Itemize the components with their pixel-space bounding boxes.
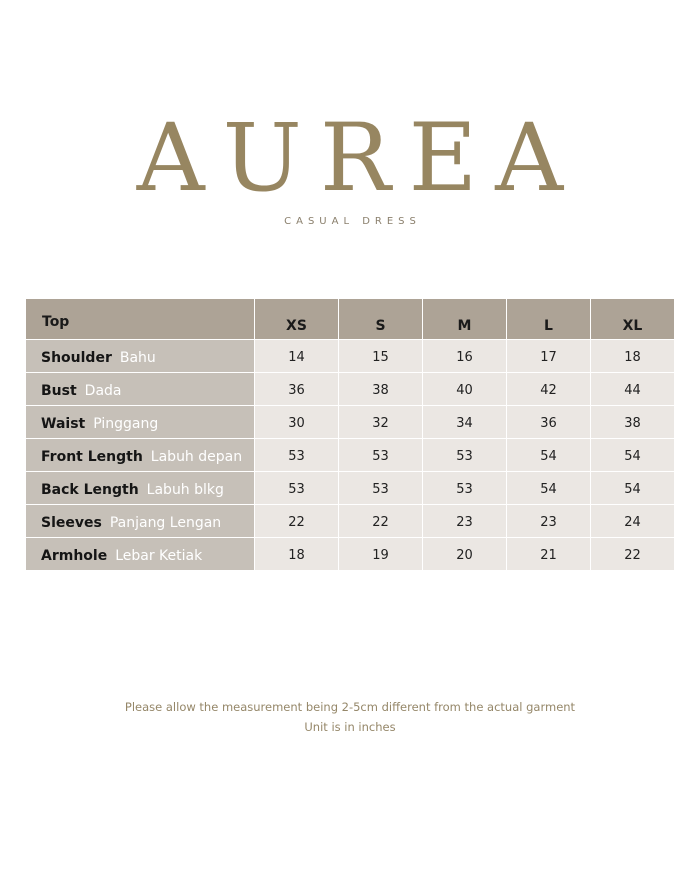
table-cell: 18 — [591, 339, 674, 372]
table-cell: 36 — [507, 405, 591, 438]
row-label-en: Front Length — [41, 448, 143, 465]
table-row — [26, 471, 674, 504]
size-chart-table — [26, 299, 674, 570]
table-cell: 53 — [339, 471, 423, 504]
table-cell: 53 — [339, 438, 423, 471]
table-cell: 53 — [255, 471, 339, 504]
row-label-en: Sleeves — [41, 514, 102, 531]
table-row — [26, 339, 674, 372]
table-cell: 17 — [507, 339, 591, 372]
table-row — [26, 372, 674, 405]
size-header-m: M — [423, 299, 507, 339]
table-cell: 20 — [423, 537, 507, 570]
row-label-en: Bust — [41, 382, 77, 399]
row-label-ms: Dada — [84, 382, 122, 399]
unit-note: Unit is in inches — [304, 720, 396, 734]
row-label-en: Back Length — [41, 481, 139, 498]
table-cell: 53 — [255, 438, 339, 471]
table-cell: 38 — [591, 405, 674, 438]
table-header-row — [26, 299, 674, 339]
table-row — [26, 438, 674, 471]
table-cell: 54 — [507, 471, 591, 504]
table-cell: 54 — [591, 438, 674, 471]
table-cell: 22 — [255, 504, 339, 537]
size-header-l: L — [507, 299, 591, 339]
table-cell: 21 — [507, 537, 591, 570]
row-label-en: Shoulder — [41, 349, 112, 366]
table-cell: 36 — [255, 372, 339, 405]
table-cell: 18 — [255, 537, 339, 570]
row-label — [26, 339, 255, 372]
table-cell: 24 — [591, 504, 674, 537]
brand-subtitle: CASUAL DRESS — [284, 216, 421, 227]
table-cell: 19 — [339, 537, 423, 570]
table-cell: 32 — [339, 405, 423, 438]
table-cell: 34 — [423, 405, 507, 438]
table-cell: 54 — [507, 438, 591, 471]
table-cell: 38 — [339, 372, 423, 405]
row-label — [26, 372, 255, 405]
row-label-ms: Bahu — [119, 349, 156, 366]
size-header-xl: XL — [591, 299, 674, 339]
row-label — [26, 405, 255, 438]
table-cell: 23 — [423, 504, 507, 537]
table-cell: 16 — [423, 339, 507, 372]
row-label-ms: Pinggang — [93, 415, 159, 432]
table-cell: 40 — [423, 372, 507, 405]
table-row — [26, 405, 674, 438]
table-row — [26, 504, 674, 537]
corner-label: Top — [26, 299, 255, 339]
table-cell: 53 — [423, 471, 507, 504]
table-cell: 14 — [255, 339, 339, 372]
size-header-xs: XS — [255, 299, 339, 339]
table-cell: 42 — [507, 372, 591, 405]
row-label — [26, 438, 255, 471]
row-label — [26, 471, 255, 504]
row-label-ms: Lebar Ketiak — [115, 547, 203, 564]
table-row — [26, 537, 674, 570]
row-label — [26, 504, 255, 537]
row-label — [26, 537, 255, 570]
table-cell: 54 — [591, 471, 674, 504]
row-label-ms: Labuh depan — [150, 448, 243, 465]
row-label-en: Waist — [41, 415, 86, 432]
row-label-ms: Labuh blkg — [146, 481, 224, 498]
table-cell: 22 — [339, 504, 423, 537]
size-header-s: S — [339, 299, 423, 339]
table-cell: 22 — [591, 537, 674, 570]
table-cell: 15 — [339, 339, 423, 372]
brand-logo: AUREA — [136, 104, 582, 213]
table-cell: 53 — [423, 438, 507, 471]
row-label-ms: Panjang Lengan — [109, 514, 222, 531]
table-cell: 44 — [591, 372, 674, 405]
measurement-disclaimer: Please allow the measurement being 2-5cm different from the actual garment — [124, 700, 576, 714]
table-cell: 30 — [255, 405, 339, 438]
row-label-en: Armhole — [41, 547, 108, 564]
table-cell: 23 — [507, 504, 591, 537]
